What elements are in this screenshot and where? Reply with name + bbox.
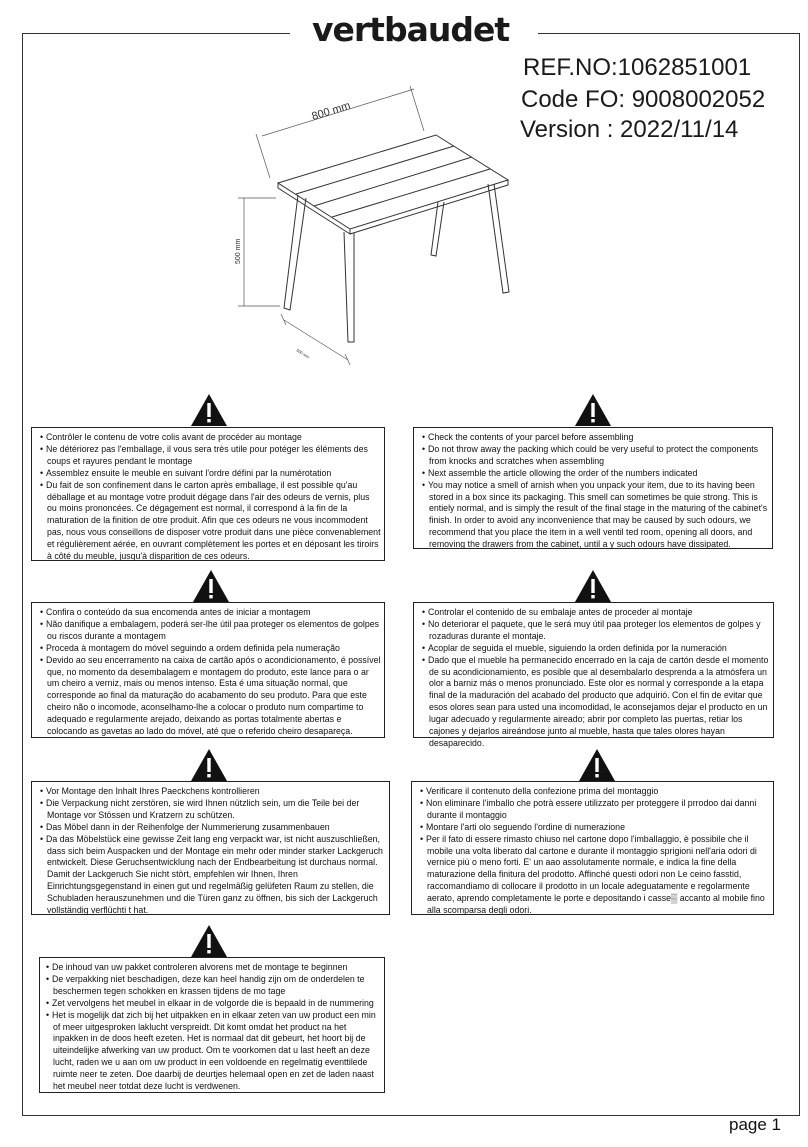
table-diagram [226, 80, 526, 380]
height-dimension-label: 500 mm [235, 238, 242, 264]
list-item: • You may notice a smell of arnish when you unpack your item, due to its having been stored in a box since its packaging. This smell can sometimes be quie strong. This is entiely normal, and is simply the result of the final stage in the maturing of the cabinet's finish. In order to avoid any inconvenience that may be caused by such odours, we recommend that you place the item in a well ventil ted room, opening all doors, and removing the drawers from the cabinet, until a y such odours have dissipated. [421, 480, 769, 551]
list-item: • No deteriorar el paquete, que le será muy útil paa proteger los elementos de golpes y rozaduras durante el montaje. [421, 619, 770, 643]
list-item: • Het is mogelijk dat zich bij het uitpakken en in elkaar zeten van uw product een min of meer uitgesproken laklucht verspreidt. Dit komt omdat het product na het inpakken in de doos heeft ezeten. Het is normaal dat dit gebeurt, het hoort bij de uiteindelijke afwerking van uw product. Om te voorkomen dat u last heeft an deze lucht, raden we u aan om uw product in een voldoende en regelmatig eventtilede ruimte neer te zeten. Doe daarbij de deurtjes helemaal open en zet de laden naast het meubel neer totdat deze lucht is verdwenen. [45, 1010, 381, 1093]
list-item: • Die Verpackung nicht zerstören, sie wird Ihnen nützlich sein, um die Teile bei der Montage vor Stössen und Kratzern zu schützen. [39, 798, 386, 822]
ref-number: REF.NO:1062851001 [523, 54, 752, 81]
code-fo: Code FO: 9008002052 [521, 86, 766, 113]
list-item: • Verificare il contenuto della confezione prima del montaggio [419, 786, 770, 798]
page-number: page 1 [729, 1115, 781, 1134]
list-item: • Check the contents of your parcel before assembling [421, 432, 769, 444]
warning-box-es [413, 602, 774, 748]
list-item: • De verpakking niet beschadigen, deze kan heel handig zijn om de onderdelen te beschermen tegen schokken en krassen tijdens de mo tage [45, 974, 381, 998]
list-item: • Confira o conteúdo da sua encomenda antes de iniciar a montagem [39, 607, 381, 619]
warning-box-en [413, 427, 773, 549]
list-item: • Do not throw away the packing which could be very useful to protect the components from knocks and scratches when assembling [421, 444, 769, 468]
list-item: • Controlar el contenido de su embalaje antes de proceder al montaje [421, 607, 770, 619]
list-item: • Ne détériorez pas l'emballage, il vous sera très utile pour potéger les éléments des coups et rayures pendant le montage [39, 444, 381, 468]
list-item: • Zet vervolgens het meubel in elkaar in de volgorde die is bepaald in de nummering [45, 998, 381, 1010]
list-item: • Vor Montage den Inhalt Ihres Paeckchens kontrollieren [39, 786, 386, 798]
width-dimension-label: 800 mm [310, 99, 352, 123]
list-item: • Proceda à montagem do móvel seguindo a ordem definida pela numeração [39, 643, 381, 655]
warning-box-it [411, 781, 774, 915]
frame-top-left-rule [22, 33, 290, 34]
list-item: • Du fait de son confinement dans le carton après emballage, il est possible qu'au déballage et au montage votre produit dégage dans l'air des odeurs de vernis, plus ou moins prononcées. Ce dégagement est normal, il correspond à la fin de la maturation de la finition de otre produit. Afin que ces odeurs ne vous incommodent pas, nous vous conseillons de disposer votre produit dans une pièce convenablement et régulièrement aérée, en ouvrant complètement les portes et en déposant les tiroirs à côté du meuble, jusqu'à disparition de ces odeurs. [39, 480, 381, 563]
brand-logo: vertbaudet [312, 10, 510, 49]
version: Version : 2022/11/14 [520, 116, 739, 143]
warning-box-de [31, 781, 390, 915]
list-item: • Next assemble the article ollowing the order of the numbers indicated [421, 468, 769, 480]
warning-icon-es [574, 569, 612, 603]
warning-icon-pt [192, 569, 230, 603]
list-item: • Devido ao seu encerramento na caixa de cartão após o acondicionamento, é possível que, no momento da desembalagem e montagem do produto, este lance para o ar um cheiro a verniz, mais ou menos intenso. Esta é uma situação normal, que corresponde ao final da maturação do acabamento do seu produto. Para que este cheiro não o incomode, aconselhamo-lhe a colocar o produto num compartime to adequado e regularmente arejado, deixando as portas totalmente abertas e colocando as gavetas ao lado do móvel, até que o referido cheiro desapareça. [39, 655, 381, 738]
list-item: • Contrôler le contenu de votre colis avant de procéder au montage [39, 432, 381, 444]
warning-icon-nl [190, 924, 228, 958]
warning-box-pt [31, 602, 385, 738]
list-item: • Per il fato di essere rimasto chiuso nel cartone dopo l'imballaggio, è possibile che il mobile una volta liberato dal cartone e durante il montaggio sprigioni nell'aria odori di vernice più o meno forti. E' un aao assolutamente normale, e indica la fine della maturazione della finitura del prodotto. Affinché questi odori non Le ceino fasstid, raccomandiamo di collocare il prodotto in un locale adeguatamente e regolarmente aerato, aprendo completamente le porte e depositando i casse▒ accanto al mobile fino alla scomparsa degli odori. [419, 834, 770, 917]
warning-icon-fr [190, 393, 228, 427]
list-item: • Montare l'arti olo seguendo l'ordine di numerazione [419, 822, 770, 834]
warning-icon-en [574, 393, 612, 427]
list-item: • Da das Möbelstück eine gewisse Zeit lang eng verpackt war, ist nicht auszuschließen, dass sich beim Auspacken und der Montage ein mehr oder minder starker Lackgeruch entwickelt. Diese Geruchsentwicklung nach der Endbearbeitung ist durchaus normal. Damit der Lackgeruch Sie nicht stört, empfehlen wir Ihnen, Ihren Einrichtungsgegenstand in einen gut und regelmäßig gelüfeten Raum zu stellen, die Schubladen herauszunehmen und die Türen ganz zu öffnen, bis sich der Lackgeruch vollständig verflüchti t hat. [39, 834, 386, 917]
list-item: • Não danifique a embalagem, poderá ser-lhe útil paa proteger os elementos de golpes ou riscos durante a montagem [39, 619, 381, 643]
warning-box-fr [31, 427, 385, 561]
list-item: • De inhoud van uw pakket controleren alvorens met de montage te beginnen [45, 962, 381, 974]
list-item: • Non eliminare l'imballo che potrà essere utilizzato per proteggere il prrodoo dai danni durante il montaggio [419, 798, 770, 822]
warning-box-nl [39, 957, 385, 1093]
list-item: • Assemblez ensuite le meuble en suivant l'ordre défini par la numérotation [39, 468, 381, 480]
warning-icon-it [578, 748, 616, 782]
list-item: • Das Möbel dann in der Reihenfolge der Nummerierung zusammenbauen [39, 822, 386, 834]
warning-icon-de [190, 748, 228, 782]
frame-top-right-rule [538, 33, 799, 34]
list-item: • Dado que el mueble ha permanecido encerrado en la caja de cartón desde el momento de su acondicionamiento, es posible que al desembalarlo desprenda a la atmósfera un olor a barniz más o menos pronunciado. Este olor es normal y corresponde a la etapa final de la maduración del acabado del producto que adquirió. Con el fin de evitar que esos olores sean para usted una incomodidad, le aconsejamos dejar el producto en un lugar adecuado y regularmente aireado; abrir por completo las puertas, retiar los cajones y dejarlos aireándose junto al mueble, hasta que tales olores hayan desaparecido. [421, 655, 770, 750]
list-item: • Acoplar de seguida el mueble, siguiendo la orden definida por la numeración [421, 643, 770, 655]
depth-dimension-label: 500 mm [295, 347, 311, 360]
